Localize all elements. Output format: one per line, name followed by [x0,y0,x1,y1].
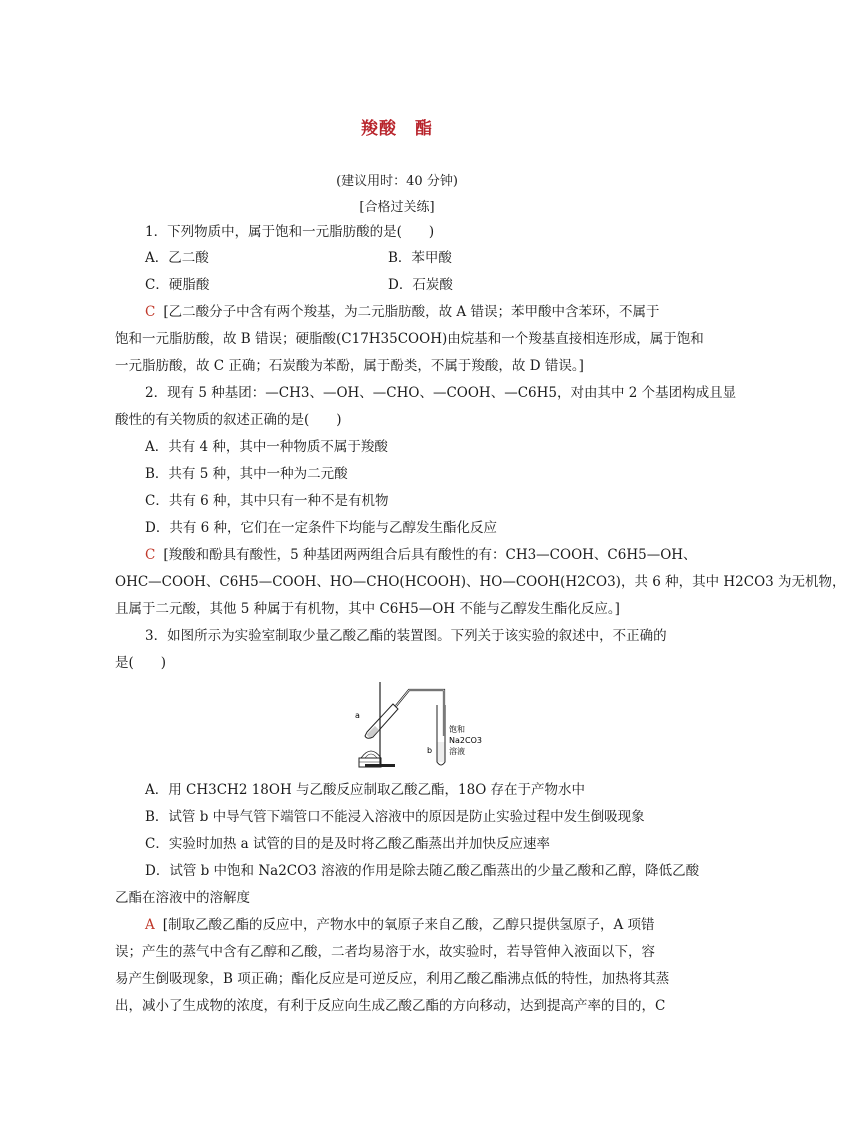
section-heading: [合格过关练] [359,200,435,215]
q3-stem-1: 3．如图所示为实验室制取少量乙酸乙酯的装置图。下列关于该实验的叙述中，不正确的 [145,628,667,644]
q1-explanation-3: 一元脂肪酸，故 C 正确；石炭酸为苯酚，属于酚类，不属于羧酸，故 D 错误。] [115,358,584,374]
q3-explanation-3: 易产生倒吸现象，B 项正确；酯化反应是可逆反应，利用乙酸乙酯沸点低的特性，加热将其蒸 [115,971,670,987]
q1-answer: C [145,304,156,320]
q3-answer: A [145,917,155,933]
q3-explanation-2: 误；产生的蒸气中含有乙醇和乙酸，二者均易溶于水，故实验时，若导管伸入液面以下，容 [115,944,655,960]
q2-option-d: D．共有 6 种，它们在一定条件下均能与乙醇发生酯化反应 [145,520,497,536]
q3-option-b: B．试管 b 中导气管下端管口不能浸入溶液中的原因是防止实验过程中发生倒吸现象 [145,809,645,825]
q1-stem: 1．下列物质中，属于饱和一元脂肪酸的是( ) [145,224,435,240]
q1-explanation-2: 饱和一元脂肪酸，故 B 错误；硬脂酸(C17H35COOH)由烷基和一个羧基直接相连形成，属于饱和 [115,331,704,347]
q2-option-b: B．共有 5 种，其中一种为二元酸 [145,466,348,482]
label-a: a [355,711,360,720]
q1-explanation-1: C [乙二酸分子中含有两个羧基，为二元脂肪酸，故 A 错误；苯甲酸中含苯环，不属于 [145,304,660,320]
q1-option-d: D．石炭酸 [388,277,453,293]
q2-explanation-3: 且属于二元酸，其他 5 种属于有机物，其中 C6H5—OH 不能与乙醇发生酯化反应。] [115,601,620,617]
test-tube-a [365,704,398,738]
apparatus-figure [345,680,482,770]
q3-explanation-4: 出，减小了生成物的浓度，有利于反应向生成乙酸乙酯的方向移动，达到提高产率的目的，C [115,998,666,1014]
q3-explanation-1: A [制取乙酸乙酯的反应中，产物水中的氧原子来自乙酸，乙醇只提供氢原子，A 项错 [145,917,655,933]
page-title: 羧酸 酯 [361,119,433,139]
q2-option-c: C．共有 6 种，其中只有一种不是有机物 [145,493,389,509]
label-saturated: 饱和 [449,725,465,734]
q3-stem-2: 是( ) [115,655,167,671]
q1-option-c: C．硬脂酸 [145,277,210,293]
q2-explanation-1: C [羧酸和酚具有酸性，5 种基团两两组合后具有酸性的有：CH3—COOH、C6H5—OH、 [145,547,697,563]
time-hint: (建议用时：40 分钟) [336,174,458,189]
q3-option-c: C．实验时加热 a 试管的目的是及时将乙酸乙酯蒸出并加快反应速率 [145,836,550,852]
q1-option-a: A．乙二酸 [145,250,209,266]
q2-stem-1: 2．现有 5 种基团：—CH3、—OH、—CHO、—COOH、—C6H5，对由其中 2 个基团构成且显 [145,385,737,401]
q3-option-d-2: 乙酯在溶液中的溶解度 [115,890,250,906]
q3-option-a: A．用 CH3CH2 18OH 与乙酸反应制取乙酸乙酯，18O 存在于产物水中 [145,782,586,798]
q2-explanation-2: OHC—COOH、C6H5—COOH、HO—CHO(HCOOH)、HO—COOH(H2CO3)，共 6 种，其中 H2CO3 为无机物， [115,574,846,590]
q2-stem-2: 酸性的有关物质的叙述正确的是( ) [115,412,342,428]
q2-option-a: A．共有 4 种，其中一种物质不属于羧酸 [145,439,388,455]
label-b: b [427,746,433,755]
q1-option-b: B．苯甲酸 [388,250,452,266]
label-na2co3: Na2CO3 [449,736,482,745]
label-solution: 溶液 [449,747,465,756]
q3-option-d-1: D．试管 b 中饱和 Na2CO3 溶液的作用是除去随乙酸乙酯蒸出的少量乙酸和乙醇，降低乙酸 [145,863,700,879]
q2-answer: C [145,547,156,563]
